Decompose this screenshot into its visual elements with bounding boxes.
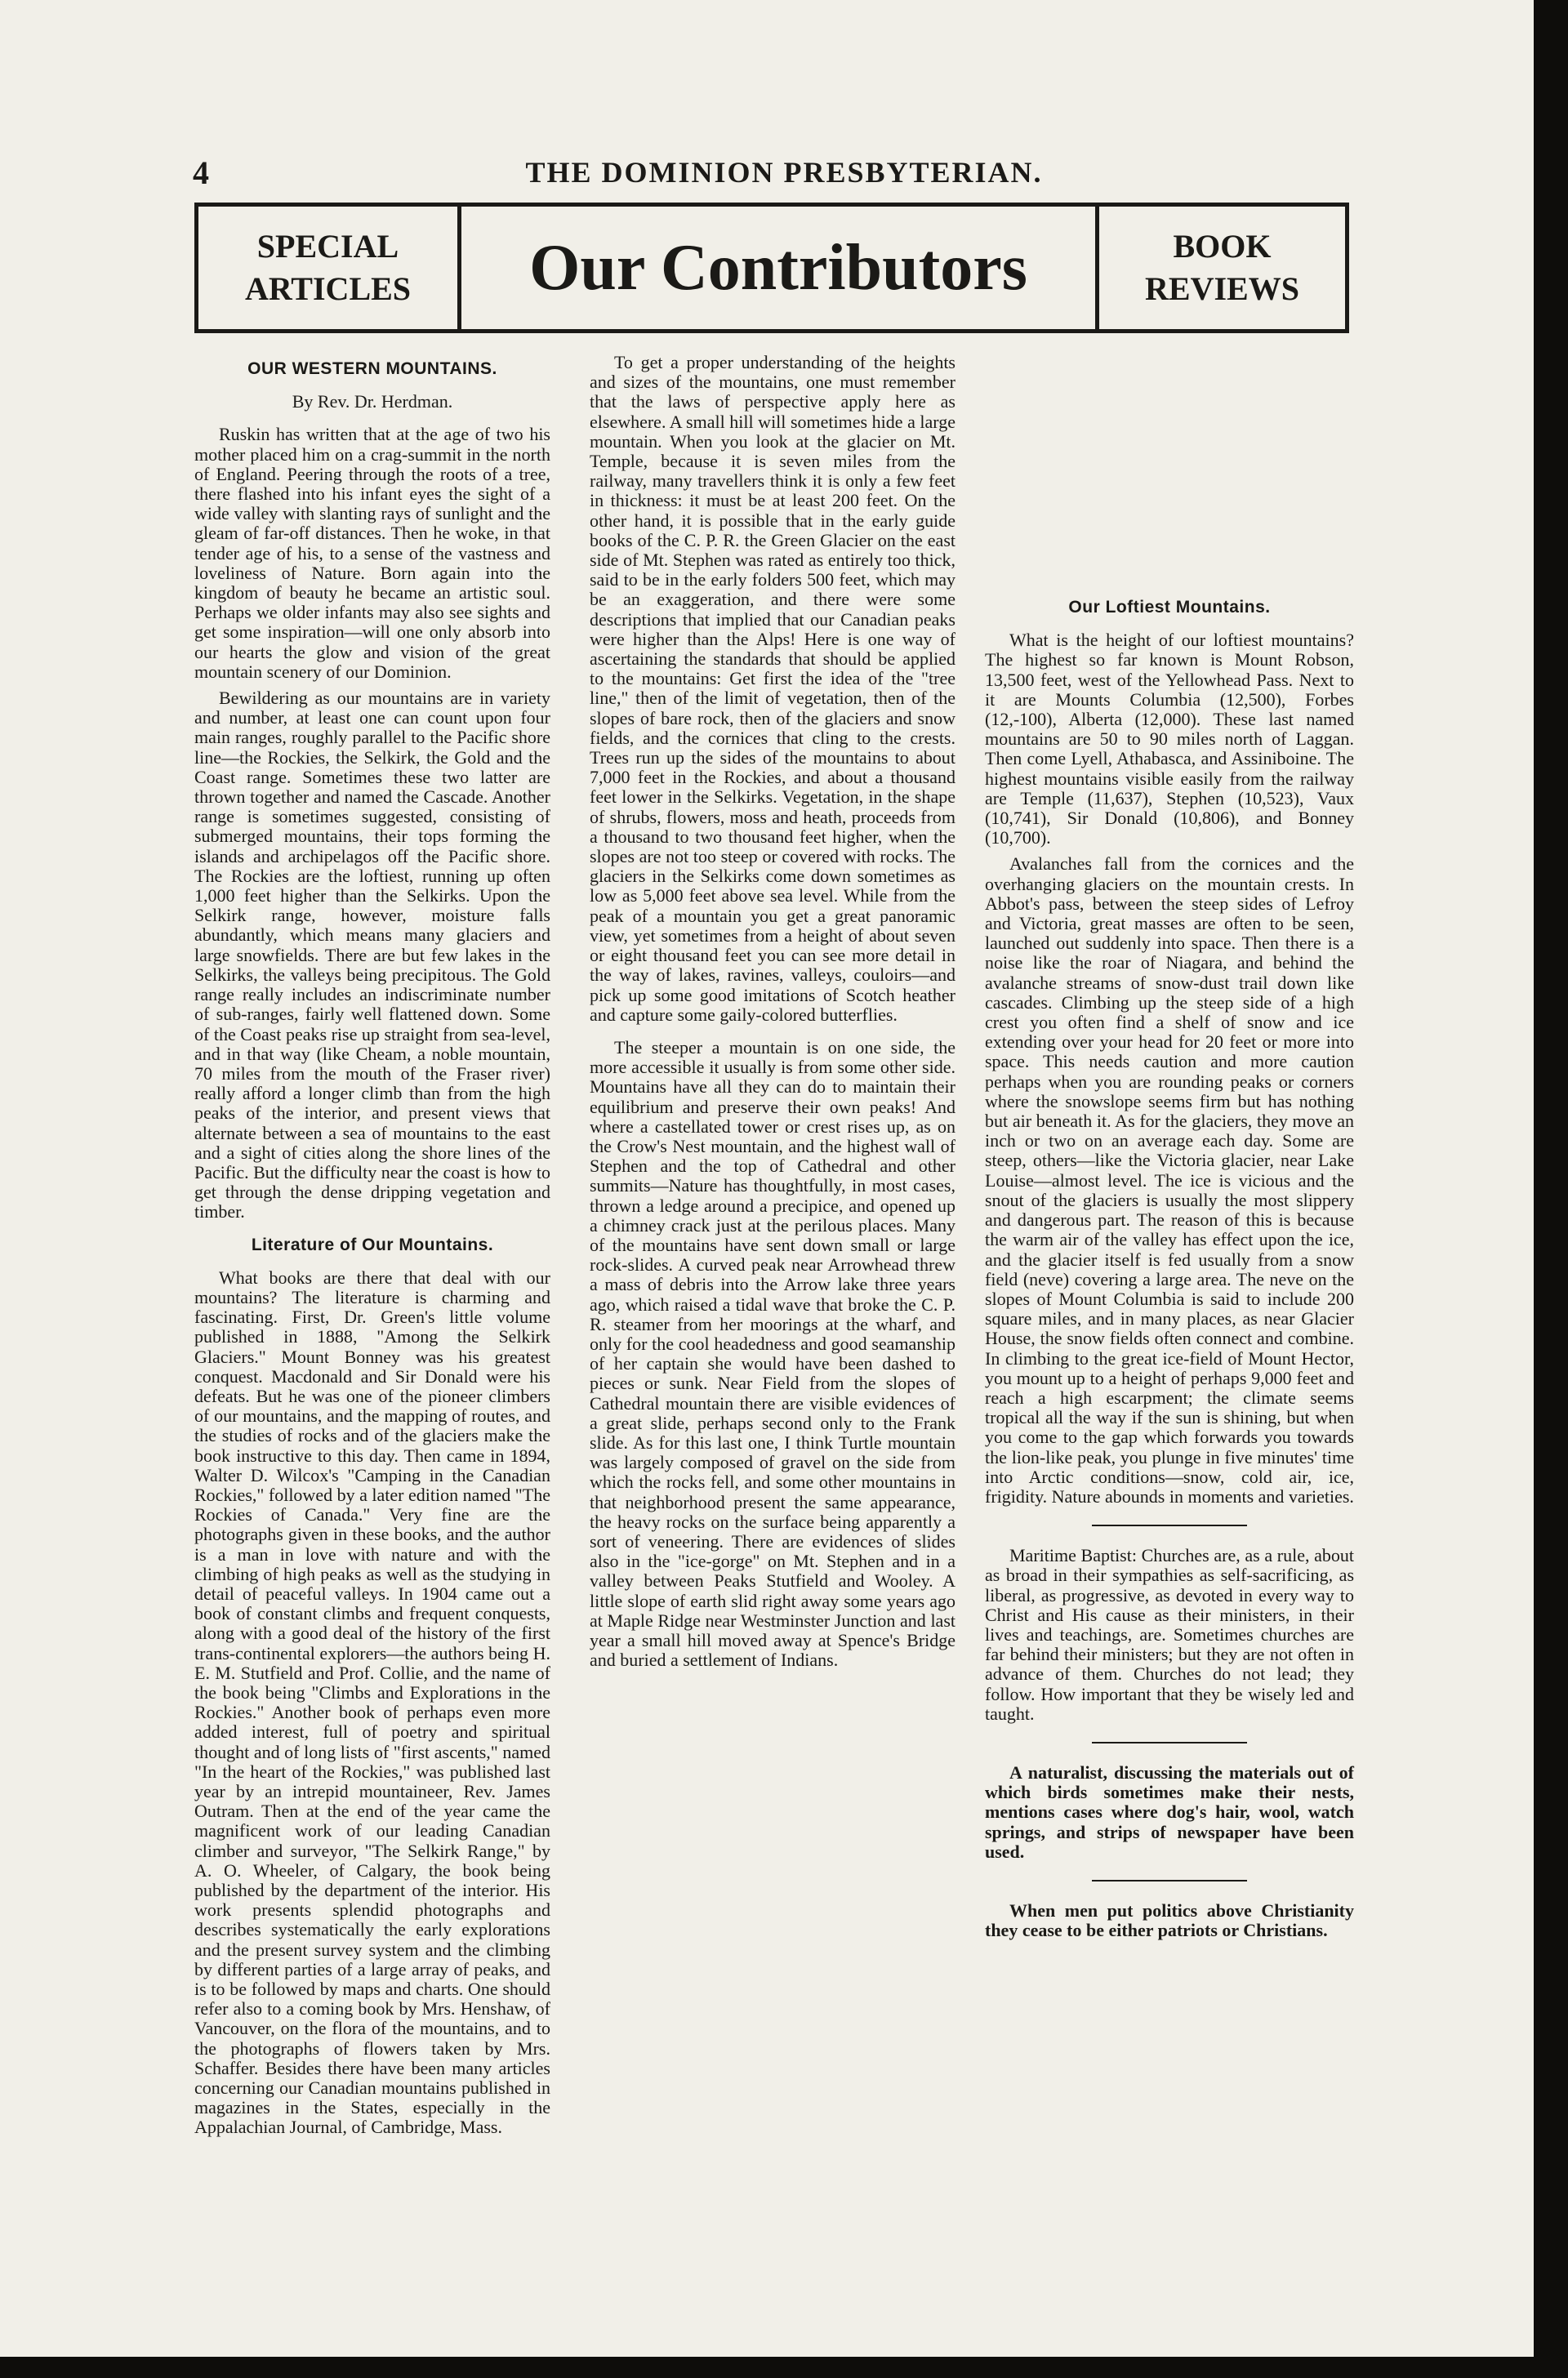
special-articles-label: SPECIAL ARTICLES [198, 207, 461, 329]
note-maritime-baptist: Maritime Baptist: Churches are, as a rule, about as broad in their sympathies as self-sacrificing, as liberal, as progressive, as devoted in every way to Christ and His cause as their ministers, in their lives and teachings, are. Sometimes churches are far behind their ministers; but they are not often in advance of them. Churches do not lead; they follow. How important that they be wisely led and taught. [985, 1545, 1354, 1724]
divider-rule [1092, 1880, 1247, 1881]
column-2 [590, 353, 956, 1677]
masthead-banner [194, 203, 1349, 333]
page-number: 4 [193, 154, 209, 191]
article-paragraph: Bewildering as our mountains are in variety and number, at least one can count upon four main ranges, roughly parallel to the Pacific shore line—the Rockies, the Selkirk, the Gold and the Coast range. Sometimes these two latter are thrown together and named the Cascade. Another range is sometimes suggested, consisting of submerged mountains, their tops forming the islands and archipelagos off the Pacific shore. The Rockies are the loftiest, running up often 1,000 feet higher than the Selkirks. Upon the Selkirk range, however, moisture falls abundantly, which means many glaciers and large snowfields. There are but few lakes in the Selkirks, the valleys being precipitous. The Gold range really includes an indiscriminate number of sub-ranges, fairly well flattened down. Some of the Coast peaks rise up straight from sea-level, and in that way (like Cheam, a noble mountain, 70 miles from the mouth of the Fraser river) really afford a longer climb than from the high peaks of the interior, and present views that alternate between a sea of mountains to the east and a sight of cities along the shore lines of the Pacific. But the difficulty near the coast is how to get through the dense dripping vegetation and timber. [194, 688, 550, 1222]
note-naturalist: A naturalist, discussing the materials out of which birds sometimes make their nests, mentions cases where dog's hair, wool, watch springs, and strips of newspaper have been used. [985, 1761, 1354, 1862]
loftiest-paragraph: Avalanches fall from the cornices and the overhanging glaciers on the mountain crests. In Abbot's pass, between the steep sides of Lefroy and Victoria, great masses are often to be seen, launched out suddenly into space. Then there is a noise like the roar of Niagara, and behind the avalanche streams of snow-dust trail down like cascades. Climbing up the steep side of a high crest you often find a shelf of snow and ice extending over your head for 20 feet or more into space. This needs caution and more caution perhaps when you are rounding peaks or corners where the snowslope seems firm but has nothing but air beneath it. As for the glaciers, they move an inch or two on an average each day. Some are steep, others—like the Victoria glacier, near Lake Louise—almost level. The ice is vicious and the snout of the glaciers is usually the most slippery and dangerous part. The reason of this is because the warm air of the valley has effect upon the ice, and the glacier itself is fed usually from a snow field (neve) covering a large area. The neve on the slopes of Mount Columbia is said to include 200 square miles, and in many places, as near Glacier House, the snow fields often connect and combine. In climbing to the great ice-field of Mount Hector, you mount up to a height of perhaps 9,000 feet and reach a high escarpment; the climate seems tropical all the way if the sun is shining, but when you come to the gap which forwards you towards the lion-like peak, you plunge in five minutes' time into Arctic conditions—snow, cold air, ice, frigidity. Nature abounds in moments and varieties. [985, 853, 1354, 1507]
section-heading-loftiest: Our Loftiest Mountains. [1068, 598, 1271, 617]
article-title: OUR WESTERN MOUNTAINS. [247, 359, 497, 378]
column-3 [985, 353, 1354, 1947]
scan-edge-right [1534, 0, 1568, 2378]
literature-paragraph: What books are there that deal with our mountains? The literature is charming and fascinating. First, Dr. Green's little volume published in 1888, "Among the Selkirk Glaciers." Mount Bonney was his greatest conquest. Macdonald and Sir Donald were his defeats. But he was one of the pioneer climbers of our mountains, and the mapping of routes, and the studies of rocks and of the glaciers make the book instructive to this day. Then came in 1894, Walter D. Wilcox's "Camping in the Canadian Rockies," followed by a later edition named "The Rockies of Canada." Very fine are the photographs given in these books, and the author is a man in love with nature and with the climbing of high peaks as well as the studying in detail of peaceful valleys. In 1904 came out a book of constant climbs and frequent conquests, along with a good deal of the history of the first trans-continental explorers—the authors being H. E. M. Stutfield and Prof. Collie, and the name of the book being "Climbs and Explorations in the Rockies." Another book of perhaps even more added interest, full of poetry and spiritual thought and of long lists of "first ascents," named "In the heart of the Rockies," was published last year by an intrepid mountaineer, Rev. James Outram. Then at the end of the year came the magnificent work of our leading Canadian climber and surveyor, "The Selkirk Range," by A. O. Wheeler, of Calgary, the book being published by the department of the interior. His work presents splendid photographs and describes systematically the early explorations and the present survey system and the climbing by different parties of a large array of peaks, and is to be followed by maps and charts. One should refer also to a coming book by Mrs. Henshaw, of Vancouver, on the flora of the mountains, and to the photographs of flowers taken by Mrs. Schaffer. Besides there have been many articles concerning our Canadian mountains published in magazines in the States, especially in the Appalachian Journal, of Cambridge, Mass. [194, 1267, 550, 2138]
running-head: THE DOMINION PRESBYTERIAN. [525, 156, 1043, 189]
divider-rule [1092, 1525, 1247, 1526]
divider-rule [1092, 1742, 1247, 1743]
literature-paragraph: To get a proper understanding of the heights and sizes of the mountains, one must remember that the laws of perspective apply here as elsewhere. A small hill will sometimes hide a large mountain. When you look at the glacier on Mt. Temple, because it is seven miles from the railway, many travellers think it is only a few feet in thickness: it must be at least 200 feet. On the other hand, it is possible that in the early guide books of the C. P. R. the Green Glacier on the east side of Mt. Stephen was rated as entirely too thick, said to be in the early folders 500 feet, which may be an exaggeration, and there were some descriptions that implied that our Canadian peaks were higher than the Alps! Here is one way of ascertaining the standards that should be applied to the mountains: Get first the idea of the "tree line," then of the limit of vegetation, then of the slopes of bare rock, then of the glaciers and snow fields, and the cornices that cling to the crests. Trees run up the sides of the mountains to about 7,000 feet in the Rockies, and about a thousand feet lower in the Selkirks. Vegetation, in the shape of shrubs, flowers, moss and heath, proceeds from a thousand to two thousand feet higher, when the slopes are not too steep or covered with rocks. The glaciers in the Selkirks come down sometimes as low as 5,000 feet above sea level. While from the peak of a mountain you get a great panoramic view, yet sometimes from a height of about seven or eight thousand feet you can see more detail in the way of lakes, ravines, valleys, couloirs—and pick up some good imitations of Scotch heather and capture some gaily-colored butterflies. [590, 352, 956, 1025]
column-1 [194, 353, 550, 2138]
note-politics: When men put politics above Christianity they cease to be either patriots or Christians. [985, 1899, 1354, 1941]
section-title: Our Contributors [529, 231, 1027, 304]
scan-edge-bottom [0, 2357, 1568, 2378]
article-paragraph: Ruskin has written that at the age of two his mother placed him on a crag-summit in the north of England. Peering through the roots of a tree, there flashed into his infant eyes the sight of a wide valley with slanting rays of sunlight and the gleam of far-off distances. Then he woke, in that tender age of his, to a sense of the vastness and loveliness of Nature. Born again into the kingdom of beauty he became an artistic soul. Perhaps we older infants may also see sights and get some inspiration—will one only absorb into our hearts the glow and vision of the great mountain scenery of our Dominion. [194, 424, 550, 682]
book-reviews-label: BOOK REVIEWS [1095, 207, 1345, 329]
literature-paragraph: The steeper a mountain is on one side, the more accessible it usually is from some other side. Mountains have all they can do to maintain their equilibrium and preserve their own peaks! And where a castellated tower or crest rises up, as on the Crow's Nest mountain, and the highest wall of Stephen and the top of Cathedral and other summits—Nature has thoughtfully, in most cases, thrown a ledge around a precipice, and opened up a chimney crack just at the perilous places. Many of the mountains have sent down small or large rock-slides. A curved peak near Arrowhead threw a mass of debris into the Arrow lake three years ago, which raised a tidal wave that broke the C. P. R. steamer from her moorings at the wharf, and only for the cool headedness and good seamanship of her captain she would have been dashed to pieces or sunk. Near Field from the slopes of Cathedral mountain there are visible evidences of a great slide, perhaps second only to the Frank slide. As for this last one, I think Turtle mountain was largely composed of gravel on the side from which the rocks fell, and some other mountains in that neighborhood present the same appearance, the heavy rocks on the surface being apparently a sort of veneering. There are evidences of slides also in the "ice-gorge" on Mt. Stephen and in a valley between Peaks Stutfield and Wooley. A little slope of earth slid right away some years ago at Maple Ridge near Westminster Junction and last year a small hill moved away at Spence's Bridge and buried a settlement of Indians. [590, 1037, 956, 1671]
section-heading-literature: Literature of Our Mountains. [251, 1235, 494, 1254]
loftiest-paragraph: What is the height of our loftiest mountains? The highest so far known is Mount Robson, 13,500 feet, west of the Yellowhead Pass. Next to it are Mounts Columbia (12,500), Forbes (12,-100), Alberta (12,000). These last named mountains are 50 to 90 miles north of Laggan. Then come Lyell, Athabasca, and Assiniboine. The highest mountains visible easily from the railway are Temple (11,637), Stephen (10,523), Vaux (10,741), Sir Donald (10,806), and Bonney (10,700). [985, 630, 1354, 848]
byline: By Rev. Dr. Herdman. [292, 391, 453, 412]
